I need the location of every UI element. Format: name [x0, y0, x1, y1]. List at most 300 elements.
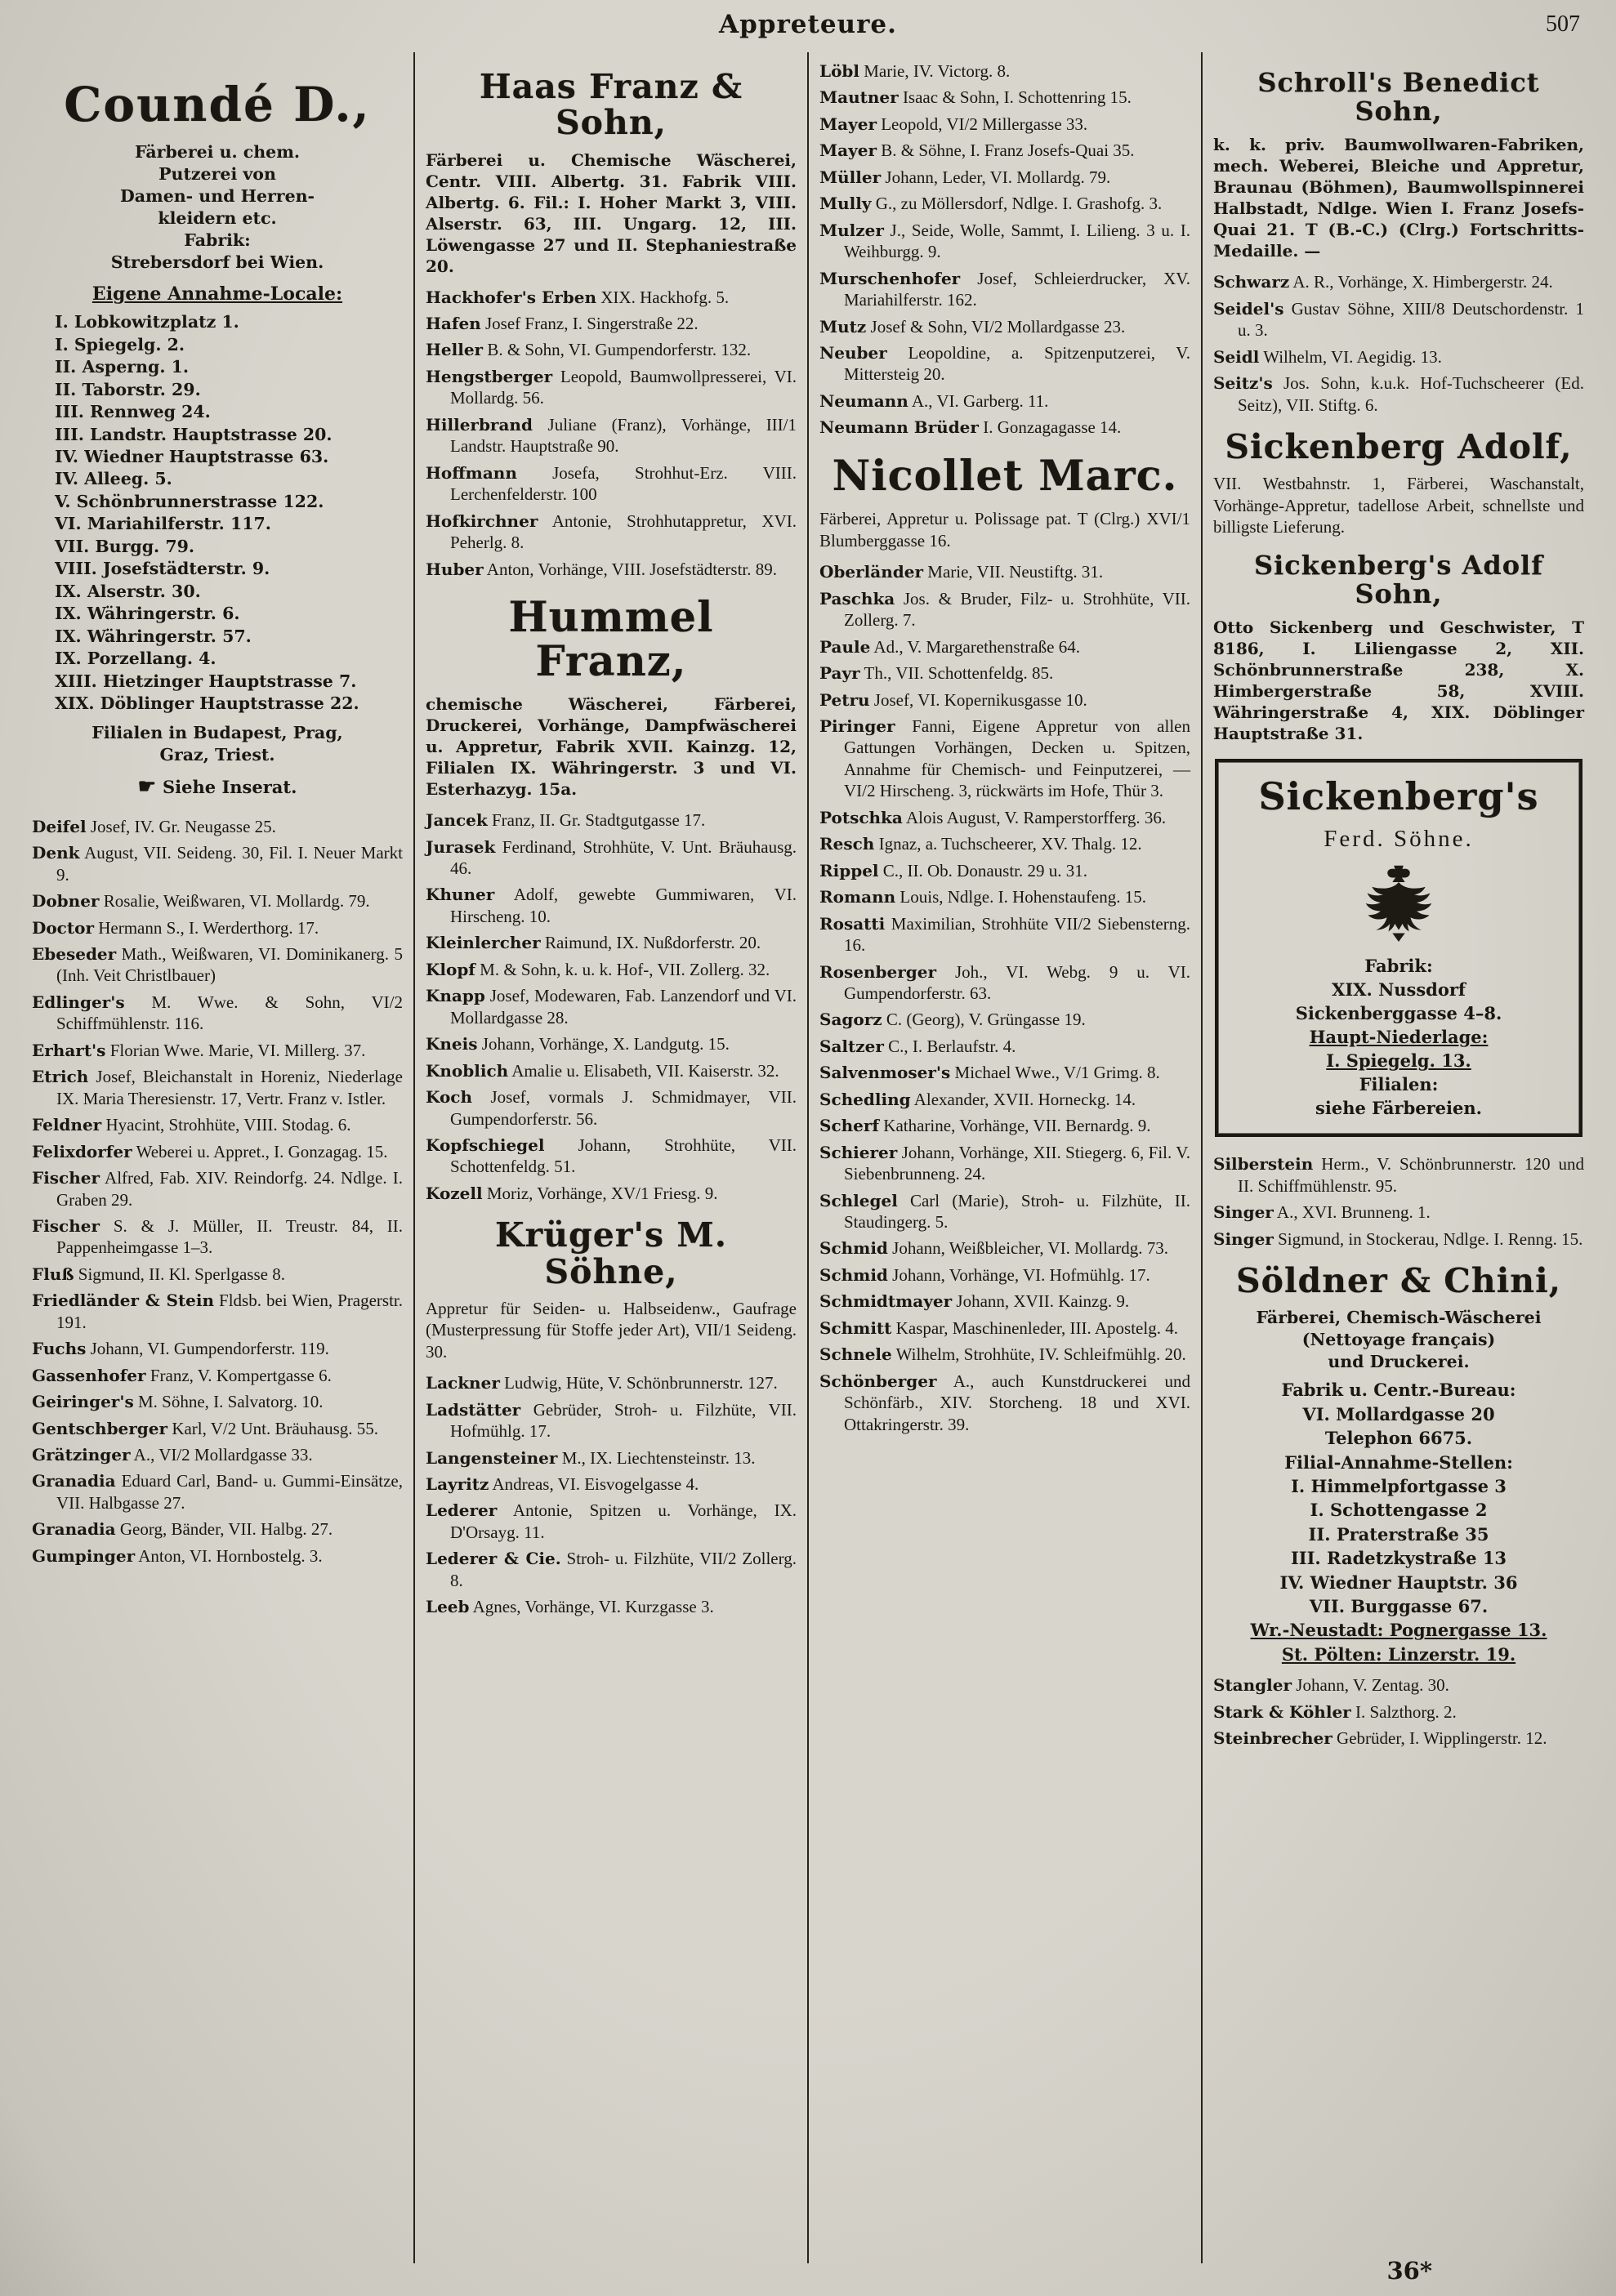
section-text: k. k. priv. Baumwollwaren-Fabriken, mech. Weberei, Bleiche und Appretur, Braunau (Böhmen), Baumwollspinnerei Halbstadt, Ndlge. Wien I. Franz Josefs-Quai 21. T (B.-C.) (Clrg.) Fortschritts-Medaille. —: [1213, 135, 1584, 261]
directory-entry: [426, 366, 797, 409]
directory-entry: [32, 1391, 403, 1412]
directory-entry: [819, 1009, 1190, 1030]
entry-name: Mayer: [819, 114, 877, 134]
boxed-advert-line: Fabrik:: [1364, 956, 1433, 977]
entry-details: Johann, Vorhänge, X. Landgutg. 15.: [481, 1034, 730, 1054]
directory-entry: [32, 992, 403, 1035]
branch-address-item: III. Rennweg 24.: [55, 402, 211, 422]
entry-details: Gustav Söhne, XIII/8 Deutschordenstr. 1 u. 3.: [1238, 298, 1584, 341]
entry-details: August, VII. Seideng. 30, Fil. I. Neuer Markt 9.: [56, 843, 403, 885]
entry-details: Raimund, IX. Nußdorferstr. 20.: [544, 933, 761, 953]
entry-details: M. Wwe. & Sohn, VI/2 Schiffmühlenstr. 116.: [56, 992, 403, 1034]
ad-text-line: Strebersdorf bei Wien.: [110, 252, 324, 273]
directory-entry: [32, 1545, 403, 1567]
entry-details: Louis, Ndlge. I. Hohenstaufeng. 15.: [900, 887, 1146, 907]
directory-entry: [819, 913, 1190, 956]
entry-name: Edlinger's: [32, 992, 125, 1012]
entry-name: Schmitt: [819, 1317, 892, 1338]
entry-name: Huber: [426, 559, 484, 579]
section-text: Färberei, Appretur u. Polissage pat. T (Clrg.) XVI/1 Blumberggasse 16.: [819, 509, 1190, 551]
branch-address-item: IV. Alleeg. 5.: [55, 469, 172, 489]
entry-details: C. (Georg), V. Grüngasse 19.: [886, 1010, 1086, 1030]
directory-entry: [819, 193, 1190, 214]
directory-column-2: [413, 52, 807, 2263]
entry-details: Alexander, XVII. Horneckg. 14.: [913, 1089, 1136, 1109]
entry-details: Josef, Bleichanstalt in Horeniz, Niederlage IX. Maria Theresienstr. 17, Vertr. Franz v. Istler.: [56, 1067, 404, 1108]
entry-name: Scherf: [819, 1116, 880, 1136]
ad-text-line: Putzerei von: [158, 163, 276, 184]
directory-entry: [1213, 1728, 1584, 1749]
entry-name: Seitz's: [1213, 373, 1273, 394]
branch-address-list: [32, 311, 403, 715]
entry-details: Sigmund, in Stockerau, Ndlge. I. Renng. 15.: [1278, 1228, 1583, 1249]
entry-name: Knapp: [426, 986, 485, 1006]
entry-name: Denk: [32, 843, 80, 863]
directory-entry: [426, 932, 797, 953]
pointing-hand-icon: ☛: [137, 774, 156, 798]
entry-name: Granadia: [32, 1471, 116, 1491]
entry-name: Schmid: [819, 1238, 888, 1259]
entry-details: Math., Weißwaren, VI. Dominikanerg. 5 (Inh. Veit Christlbauer): [56, 943, 404, 986]
entry-name: Schwarz: [1213, 272, 1290, 292]
ad-text-line: Färberei u. chem.: [134, 141, 301, 162]
entry-name: Feldner: [32, 1115, 102, 1135]
section-heading: Söldner & Chini,: [1236, 1260, 1561, 1300]
directory-entry: [819, 833, 1190, 854]
entry-details: Johann, Vorhänge, VI. Hofmühlg. 17.: [892, 1264, 1150, 1285]
entry-name: Erhart's: [32, 1040, 106, 1060]
directory-entry: [819, 342, 1190, 386]
entry-details: Leopoldine, a. Spitzenputzerei, V. Mittersteig 20.: [844, 342, 1190, 385]
boxed-advert-line: Sickenberggasse 4–8.: [1295, 1003, 1502, 1024]
entry-name: Jurasek: [426, 836, 496, 857]
directory-entry: [1213, 1153, 1584, 1197]
entry-name: Hafen: [426, 313, 481, 333]
entry-name: Hengstberger: [426, 366, 553, 386]
entry-name: Jancek: [426, 810, 488, 831]
entry-details: Marie, VII. Neustiftg. 31.: [927, 562, 1104, 582]
entry-name: Deifel: [32, 816, 87, 836]
entry-name: Etrich: [32, 1067, 89, 1087]
directory-entry: [426, 414, 797, 457]
entry-name: Friedländer & Stein: [32, 1291, 215, 1311]
entry-name: Löbl: [819, 61, 859, 81]
entry-name: Schmid: [819, 1264, 888, 1285]
section-text: Otto Sickenberg und Geschwister, T 8186, I. Liliengasse 2, XII. Schönbrunnerstraße 238, X. Himbergerstraße 58, XVIII. Währingerstraße 4, XIX. Döblinger Hauptstraße 31.: [1213, 617, 1584, 744]
directory-entry: [819, 1291, 1190, 1312]
entry-name: Schierer: [819, 1142, 898, 1162]
entry-name: Rosatti: [819, 913, 886, 934]
directory-entry: [819, 1062, 1190, 1083]
branch-address-item: II. Taborstr. 29.: [55, 379, 201, 399]
entry-details: B. & Sohn, VI. Gumpendorferstr. 132.: [487, 340, 752, 360]
directory-entry: [819, 220, 1190, 263]
directory-entry: [32, 1470, 403, 1514]
section-text: Appretur für Seiden- u. Halbseidenw., Gaufrage (Musterpressung für Stoffe jeder Art), VII/1 Seideng. 30.: [426, 1298, 797, 1362]
entry-name: Fluß: [32, 1264, 74, 1284]
entry-details: Ad., V. Margarethenstraße 64.: [873, 636, 1080, 657]
directory-entry: [32, 1167, 403, 1210]
directory-entry: [32, 943, 403, 987]
branch-line: Fabrik u. Centr.-Bureau:: [1281, 1380, 1516, 1401]
directory-entry: [426, 959, 797, 980]
directory-entry: [426, 985, 797, 1028]
directory-entry: [819, 1237, 1190, 1259]
branch-address-item: II. Asperng. 1.: [55, 357, 189, 377]
directory-entry: [426, 510, 797, 554]
entry-name: Paule: [819, 636, 871, 657]
branch-list: [1213, 1378, 1584, 1666]
ad-text-block: [1213, 1307, 1584, 1373]
entry-details: Franz, V. Kompertgasse 6.: [150, 1365, 332, 1385]
entry-details: Alois August, V. Ramperstorfferg. 36.: [905, 807, 1167, 827]
entry-details: Marie, IV. Victorg. 8.: [864, 61, 1011, 81]
entry-name: Fuchs: [32, 1339, 87, 1359]
boxed-advert-line: siehe Färbereien.: [1315, 1098, 1482, 1119]
entry-details: Ferdinand, Strohhüte, V. Unt. Bräuhausg. 46.: [450, 836, 797, 878]
ad-company-heading: Coundé D.,: [64, 77, 371, 132]
ad-text-block: [32, 722, 403, 766]
directory-entry: [819, 316, 1190, 337]
entry-details: Maximilian, Strohhüte VII/2 Siebensterng. 16.: [844, 913, 1190, 956]
entry-name: Ebeseder: [32, 943, 117, 964]
directory-entry: [426, 313, 797, 334]
entry-details: A. R., Vorhänge, X. Himbergerstr. 24.: [1292, 272, 1553, 292]
entry-details: I. Gonzagagasse 14.: [983, 417, 1122, 438]
branch-line: VI. Mollardgasse 20: [1302, 1403, 1495, 1424]
entry-name: Hackhofer's Erben: [426, 287, 597, 307]
branch-line: Telephon 6675.: [1324, 1428, 1473, 1449]
entry-name: Hofkirchner: [426, 510, 538, 531]
ad-text-line: Graz, Triest.: [159, 744, 275, 765]
entry-name: Müller: [819, 167, 882, 187]
entry-name: Neuber: [819, 342, 887, 363]
entry-details: Josefa, Strohhut-Erz. VIII. Lerchenfelderstr. 100: [450, 462, 797, 505]
entry-name: Schmidtmayer: [819, 1291, 953, 1312]
directory-entry: [426, 339, 797, 360]
entry-details: Leopold, VI/2 Millergasse 33.: [881, 114, 1088, 134]
directory-entry: [426, 287, 797, 308]
entry-details: Weberei u. Appret., I. Gonzagag. 15.: [136, 1141, 388, 1161]
boxed-advert-line: XIX. Nussdorf: [1332, 979, 1466, 1001]
entry-name: Klopf: [426, 959, 475, 979]
entry-name: Payr: [819, 663, 860, 684]
section-heading: Hummel Franz,: [508, 592, 714, 686]
directory-entry: [426, 1500, 797, 1543]
entry-details: C., I. Berlaufstr. 4.: [888, 1036, 1016, 1056]
directory-entry: [819, 268, 1190, 311]
directory-entry: [426, 809, 797, 831]
entry-details: Rosalie, Weißwaren, VI. Mollardg. 79.: [103, 891, 370, 912]
entry-details: Kaspar, Maschinenleder, III. Apostelg. 4.: [895, 1317, 1178, 1338]
entry-details: Leopold, Baumwollpresserei, VI. Mollardg. 56.: [450, 366, 797, 408]
entry-name: Silberstein: [1213, 1154, 1314, 1175]
entry-details: Josef, vormals J. Schmidmayer, VII. Gumpendorferstr. 56.: [450, 1087, 797, 1129]
directory-entry: [819, 1190, 1190, 1233]
entry-details: Johann, Leder, VI. Mollardg. 79.: [885, 167, 1111, 187]
entry-name: Mautner: [819, 87, 899, 108]
entry-details: A., auch Kunstdruckerei und Schönfärb., XIV. Storcheng. 18 und XVI. Ottakringerstr. 39.: [844, 1371, 1191, 1434]
entry-name: Gassenhofer: [32, 1365, 146, 1385]
section-heading: Haas Franz & Sohn,: [479, 67, 743, 143]
branch-address-item: IX. Währingerstr. 6.: [55, 604, 240, 624]
section-heading: Sickenberg's Adolf Sohn,: [1254, 549, 1543, 609]
entry-name: Mulzer: [819, 220, 884, 240]
directory-entry: [819, 1344, 1190, 1365]
directory-entry: [32, 1066, 403, 1109]
note-text: Siehe Inserat.: [163, 776, 297, 797]
entry-name: Singer: [1213, 1202, 1274, 1223]
entry-details: Andreas, VI. Eisvogelgasse 4.: [492, 1474, 699, 1495]
directory-column-1: [21, 52, 413, 2263]
page-title: Appreteure.: [719, 10, 897, 39]
entry-name: Steinbrecher: [1213, 1728, 1333, 1748]
entry-details: A., VI/2 Mollardgasse 33.: [133, 1445, 313, 1465]
entry-details: M., IX. Liechtensteinstr. 13.: [561, 1447, 756, 1468]
entry-name: Kleinlercher: [426, 933, 541, 953]
ad-text-line: kleidern etc.: [158, 208, 277, 229]
entry-name: Knoblich: [426, 1060, 509, 1081]
branch-line: I. Himmelpfortgasse 3: [1291, 1475, 1507, 1496]
directory-entry: [32, 1040, 403, 1061]
boxed-advert-line: Filialen:: [1359, 1074, 1439, 1095]
branch-address-item: VII. Burgg. 79.: [55, 536, 194, 556]
entry-name: Schnele: [819, 1344, 892, 1365]
entry-name: Khuner: [426, 885, 495, 905]
entry-details: Moriz, Vorhänge, XV/1 Friesg. 9.: [486, 1183, 718, 1203]
directory-entry: [426, 1548, 797, 1591]
entry-name: Schedling: [819, 1089, 911, 1109]
branch-line: IV. Wiedner Hauptstr. 36: [1279, 1572, 1518, 1593]
entry-name: Fischer: [32, 1215, 100, 1236]
branch-address-item: I. Spiegelg. 2.: [55, 334, 185, 354]
entry-details: Johann, V. Zentag. 30.: [1296, 1675, 1449, 1696]
entry-details: Isaac & Sohn, I. Schottenring 15.: [902, 87, 1132, 108]
entry-details: Th., VII. Schottenfeldg. 85.: [864, 663, 1054, 684]
directory-entry: [1213, 1701, 1584, 1723]
entry-details: Amalie u. Elisabeth, VII. Kaiserstr. 32.: [511, 1060, 779, 1081]
entry-details: I. Salzthorg. 2.: [1355, 1701, 1457, 1722]
entry-name: Neumann Brüder: [819, 417, 979, 438]
entry-details: Ludwig, Hüte, V. Schönbrunnerstr. 127.: [504, 1373, 778, 1393]
entry-name: Stangler: [1213, 1675, 1292, 1696]
entry-details: Wilhelm, VI. Aegidig. 13.: [1263, 346, 1442, 367]
entry-details: Florian Wwe. Marie, VI. Millerg. 37.: [109, 1040, 366, 1060]
directory-entry: [819, 1371, 1190, 1435]
branch-address-item: IX. Alserstr. 30.: [55, 581, 201, 601]
directory-entry: [32, 1518, 403, 1540]
directory-entry: [32, 1215, 403, 1259]
directory-entry: [819, 716, 1190, 802]
entry-name: Stark & Köhler: [1213, 1701, 1351, 1722]
directory-entry: [819, 689, 1190, 711]
entry-name: Salvenmoser's: [819, 1063, 951, 1083]
boxed-advert: [1215, 759, 1583, 1137]
entry-details: C., II. Ob. Donaustr. 29 u. 31.: [882, 860, 1088, 881]
entry-name: Doctor: [32, 917, 94, 938]
entry-details: Johann, Weißbleicher, VI. Mollardg. 73.: [892, 1238, 1169, 1259]
entry-details: Josef & Sohn, VI/2 Mollardgasse 23.: [870, 316, 1126, 337]
entry-details: Jos. Sohn, k.u.k. Hof-Tuchscheerer (Ed. Seitz), VII. Stiftg. 6.: [1238, 373, 1584, 415]
entry-name: Saltzer: [819, 1036, 884, 1056]
entry-name: Romann: [819, 887, 896, 907]
directory-entry: [426, 1060, 797, 1081]
entry-details: Gebrüder, I. Wipplingerstr. 12.: [1337, 1728, 1547, 1748]
section-text: Färberei u. Chemische Wäscherei, Centr. VIII. Albertg. 31. Fabrik VIII. Albertg. 6. Fil.: I. Hoher Markt 3, VIII. Alserstr. 63, III. Ungarg. 12, III. Löwengasse 27 und II. Stephaniestraße 20.: [426, 149, 797, 276]
branch-address-item: V. Schönbrunnerstrasse 122.: [55, 491, 324, 511]
entry-name: Mully: [819, 194, 872, 214]
ad-text-line: Filialen in Budapest, Prag,: [92, 722, 343, 742]
entry-details: Gebrüder, Stroh- u. Filzhüte, VII. Hofmühlg. 17.: [450, 1399, 797, 1442]
entry-details: B. & Söhne, I. Franz Josefs-Quai 35.: [881, 140, 1135, 161]
entry-name: Hillerbrand: [426, 414, 533, 435]
entry-details: M. Söhne, I. Salvatorg. 10.: [137, 1392, 324, 1412]
directory-entry: [819, 588, 1190, 631]
entry-name: Lederer & Cie.: [426, 1549, 561, 1569]
entry-details: Alfred, Fab. XIV. Reindorfg. 24. Ndlge. I. Graben 29.: [56, 1168, 403, 1210]
entry-details: Josef, VI. Kopernikusgasse 10.: [873, 689, 1087, 710]
ad-text-line: Fabrik:: [184, 230, 251, 251]
entry-details: A., VI. Garberg. 11.: [911, 390, 1049, 411]
entry-details: Hyacint, Strohhüte, VIII. Stodag. 6.: [105, 1115, 351, 1135]
entry-name: Rippel: [819, 860, 879, 881]
directory-entry: [426, 1135, 797, 1178]
directory-entry: [32, 1114, 403, 1135]
entry-name: Seidl: [1213, 346, 1260, 367]
directory-entry: [426, 1473, 797, 1495]
directory-entry: [819, 390, 1190, 412]
directory-entry: [32, 1338, 403, 1359]
directory-entry: [32, 1365, 403, 1386]
directory-entry: [819, 417, 1190, 438]
entry-details: A., XVI. Brunneng. 1.: [1276, 1202, 1431, 1223]
entry-name: Kozell: [426, 1183, 483, 1203]
directory-entry: [819, 140, 1190, 161]
entry-details: Anton, VI. Hornbostelg. 3.: [138, 1545, 323, 1566]
entry-details: Johann, Strohhüte, VII. Schottenfeldg. 51.: [450, 1135, 797, 1177]
directory-entry: [32, 890, 403, 912]
branch-address-item: IX. Porzellang. 4.: [55, 649, 217, 669]
entry-name: Leeb: [426, 1597, 470, 1617]
entry-details: Carl (Marie), Stroh- u. Filzhüte, II. Staudingerg. 5.: [844, 1190, 1191, 1233]
entry-details: Katharine, Vorhänge, VII. Bernardg. 9.: [883, 1116, 1151, 1136]
directory-columns: [21, 52, 1595, 2263]
entry-details: Antonie, Strohhutappretur, XVI. Peherlg. 8.: [450, 510, 797, 553]
entry-details: Karl, V/2 Unt. Bräuhausg. 55.: [172, 1418, 379, 1438]
entry-name: Kneis: [426, 1034, 478, 1054]
branch-address-item: XIX. Döblinger Hauptstrasse 22.: [55, 693, 359, 714]
entry-name: Rosenberger: [819, 961, 936, 982]
directory-entry: [1213, 372, 1584, 416]
directory-entry: [819, 807, 1190, 828]
directory-entry: [426, 559, 797, 580]
branch-address-item: IV. Wiedner Hauptstrasse 63.: [55, 446, 329, 466]
section-text: VII. Westbahnstr. 1, Färberei, Waschanstalt, Vorhänge-Appretur, tadellose Arbeit, schnellste und billigste Lieferung.: [1213, 474, 1584, 537]
entry-name: Grätzinger: [32, 1445, 131, 1465]
branch-address-item: VI. Mariahilferstr. 117.: [55, 514, 271, 534]
entry-details: Fldsb. bei Wien, Pragerstr. 191.: [56, 1291, 404, 1332]
entry-details: Johann, VI. Gumpendorferstr. 119.: [90, 1339, 329, 1359]
branch-line: St. Pölten: Linzerstr. 19.: [1281, 1643, 1516, 1665]
entry-details: Juliane (Franz), Vorhänge, III/1 Landstr. Hauptstraße 90.: [450, 414, 797, 457]
entry-details: Josef, Schleierdrucker, XV. Mariahilferstr. 162.: [844, 268, 1191, 310]
entry-name: Kopfschiegel: [426, 1135, 545, 1155]
directory-entry: [819, 1036, 1190, 1057]
page-number: 507: [1546, 11, 1580, 37]
entry-name: Dobner: [32, 891, 100, 912]
entry-details: Agnes, Vorhänge, VI. Kurzgasse 3.: [472, 1597, 714, 1617]
entry-name: Neumann: [819, 390, 908, 411]
directory-entry: [819, 60, 1190, 82]
entry-details: J., Seide, Wolle, Sammt, I. Lilieng. 3 u. I. Weihburgg. 9.: [844, 220, 1190, 262]
branch-line: VII. Burggasse 67.: [1309, 1595, 1489, 1616]
signature-mark: 36*: [1386, 2257, 1432, 2285]
directory-entry: [32, 1264, 403, 1285]
branch-line: III. Radetzkystraße 13: [1290, 1548, 1507, 1569]
entry-name: Murschenhofer: [819, 268, 961, 288]
entry-details: Stroh- u. Filzhüte, VII/2 Zollerg. 8.: [450, 1549, 797, 1590]
section-heading: Nicollet Marc.: [832, 451, 1178, 501]
entry-name: Mutz: [819, 316, 867, 337]
directory-entry: [819, 961, 1190, 1005]
entry-details: Wilhelm, Strohhüte, IV. Schleifmühlg. 20.: [895, 1344, 1186, 1365]
entry-name: Mayer: [819, 140, 877, 161]
entry-name: Langensteiner: [426, 1447, 558, 1468]
entry-details: Jos. & Bruder, Filz- u. Strohhüte, VII. Zollerg. 7.: [844, 588, 1191, 631]
directory-entry: [32, 1444, 403, 1465]
entry-name: Piringer: [819, 716, 895, 736]
branch-address-item: VIII. Josefstädterstr. 9.: [55, 559, 270, 579]
entry-details: Josef Franz, I. Singerstraße 22.: [484, 313, 699, 333]
entry-details: XIX. Hackhofg. 5.: [600, 287, 730, 307]
boxed-advert-title: Sickenberg's: [1258, 774, 1539, 819]
entry-details: Josef, IV. Gr. Neugasse 25.: [90, 816, 276, 836]
directory-entry: [426, 1086, 797, 1130]
entry-name: Layritz: [426, 1474, 489, 1495]
entry-details: M. & Sohn, k. u. k. Hof-, VII. Zollerg. 32.: [480, 959, 770, 979]
directory-entry: [426, 1447, 797, 1469]
directory-entry: [819, 1115, 1190, 1136]
ad-subheading: Eigene Annahme-Locale:: [92, 283, 343, 305]
directory-entry: [819, 114, 1190, 135]
branch-line: II. Praterstraße 35: [1308, 1523, 1489, 1545]
section-heading: Sickenberg Adolf,: [1225, 427, 1573, 467]
directory-entry: [32, 917, 403, 938]
entry-details: Fanni, Eigene Appretur von allen Gattungen Vorhängen, Decken u. Spitzen, Annahme für Chemisch- und Feinputzerei, — VI/2 Hirscheng. 3, rückwärts im Hofe, Thür 3.: [844, 716, 1190, 801]
directory-column-4: [1201, 52, 1595, 2263]
ad-text-line: (Nettoyage français): [1301, 1330, 1496, 1350]
directory-entry: [32, 1141, 403, 1162]
directory-entry: [819, 886, 1190, 907]
branch-address-item: IX. Währingerstr. 57.: [55, 626, 252, 646]
entry-details: Franz, II. Gr. Stadtgutgasse 17.: [491, 810, 706, 831]
entry-name: Potschka: [819, 807, 903, 827]
directory-entry: [426, 836, 797, 880]
branch-address-item: XIII. Hietzinger Hauptstrasse 7.: [55, 671, 357, 691]
directory-entry: [1213, 298, 1584, 341]
entry-name: Singer: [1213, 1228, 1274, 1249]
entry-name: Lederer: [426, 1500, 498, 1521]
entry-name: Seidel's: [1213, 298, 1284, 319]
directory-entry: [819, 1142, 1190, 1185]
entry-name: Geiringer's: [32, 1392, 134, 1412]
entry-name: Oberländer: [819, 562, 924, 582]
directory-entry: [819, 662, 1190, 684]
ad-text-line: und Druckerei.: [1328, 1352, 1470, 1372]
entry-name: Lackner: [426, 1373, 500, 1393]
entry-name: Schlegel: [819, 1190, 898, 1210]
entry-name: Ladstätter: [426, 1399, 521, 1420]
